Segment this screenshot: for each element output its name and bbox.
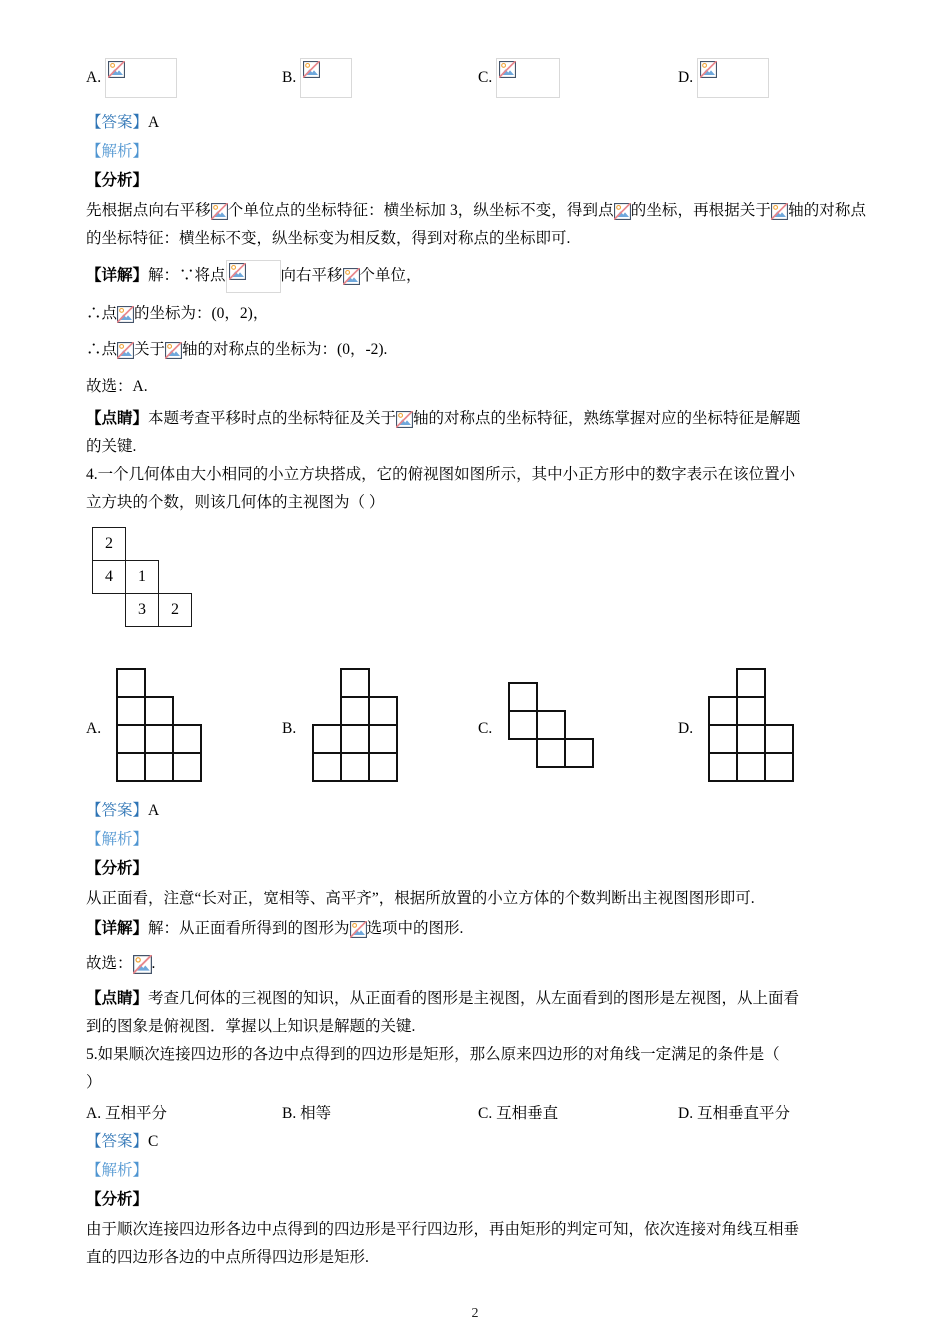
- q4-explain-line: [86, 827, 866, 852]
- q3-analysis-text-4: 轴: [788, 202, 804, 219]
- q3-key-text-3: 的关键.: [86, 438, 137, 455]
- grid-square: [536, 738, 566, 768]
- broken-image-icon: [117, 342, 134, 359]
- q3-key-label: 【点睛】: [86, 410, 149, 427]
- q3-analysis-heading: [86, 168, 866, 193]
- grid-square: [508, 682, 538, 712]
- q4-conclusion: [86, 949, 866, 979]
- page-number: 2: [471, 1306, 479, 1321]
- topview-cell: 2: [158, 593, 192, 627]
- q3-explain-label: 【解析】: [86, 143, 149, 160]
- broken-image-icon: [771, 203, 788, 220]
- q4-stem-text-1: 4.一个几何体由大小相同的小立方块搭成，它的俯视图如图所示，其中小正方形中的数字表示在该位置小: [86, 466, 796, 483]
- topview-cell: 4: [92, 560, 126, 594]
- q5-choice-b[interactable]: B. 相等: [282, 1105, 332, 1122]
- q3-analysis-label: 【分析】: [86, 172, 149, 189]
- broken-image-icon: [496, 58, 560, 98]
- q4-explain-label: 【解析】: [86, 831, 149, 848]
- grid-square: [340, 668, 370, 698]
- q5-stem-line-2: [86, 1069, 866, 1097]
- broken-image-icon: [133, 955, 152, 974]
- grid-square: [312, 752, 342, 782]
- q3-option-d-label: D.: [678, 69, 694, 86]
- q3-detail-line2-b: 的坐标为：(0，2)，: [134, 305, 269, 322]
- q5-choices-row: [86, 1101, 866, 1129]
- q4-key-paragraph: [86, 985, 866, 1013]
- grid-square: [312, 724, 342, 754]
- q4-topview-diagram: [86, 527, 206, 632]
- q5-choice-d[interactable]: D. 互相垂直平分: [678, 1105, 790, 1122]
- q3-answer-label: 【答案】: [86, 114, 149, 131]
- q5-answer-label: 【答案】: [86, 1133, 149, 1150]
- q4-stem-line-1: [86, 461, 866, 489]
- grid-square: [340, 752, 370, 782]
- grid-square: [736, 696, 766, 726]
- q4-answer-value: A: [148, 802, 160, 819]
- q3-analysis-text-2: 个单位点的坐标特征：横坐标加 3，纵坐标不变，得到点: [227, 202, 614, 219]
- grid-square: [172, 752, 202, 782]
- broken-image-icon: [226, 260, 281, 293]
- topview-cell: 1: [125, 560, 159, 594]
- q3-detail-text-3: 个单位，: [359, 267, 422, 284]
- q5-explain-label: 【解析】: [86, 1162, 149, 1179]
- broken-image-icon: [117, 306, 134, 323]
- q4-option-b-label: B.: [282, 720, 297, 737]
- grid-square: [368, 724, 398, 754]
- q3-option-a-label: A.: [86, 69, 102, 86]
- broken-image-icon: [300, 58, 352, 98]
- grid-square: [116, 724, 146, 754]
- q4-options-row: [86, 668, 866, 788]
- q3-answer-line: [86, 110, 866, 135]
- broken-image-icon: [614, 203, 631, 220]
- broken-image-glyph: [303, 61, 320, 78]
- q3-option-a[interactable]: [86, 58, 177, 98]
- grid-square: [172, 724, 202, 754]
- broken-image-glyph: [499, 61, 516, 78]
- q5-choice-c[interactable]: C. 互相垂直: [478, 1105, 559, 1122]
- q5-stem-line-1: [86, 1041, 866, 1069]
- broken-image-icon: [165, 342, 182, 359]
- page-content: [86, 58, 866, 1272]
- q4-conclusion-b: .: [151, 955, 156, 972]
- q4-answer-line: [86, 798, 866, 823]
- q5-stem-text-1: 5.如果顺次连接四边形的各边中点得到的四边形是矩形，那么原来四边形的对角线一定满足的条件是（: [86, 1046, 780, 1063]
- q4-analysis-text: 从正面看，注意“长对正，宽相等、高平齐”，根据所放置的小立方体的个数判断出主视图图形即可.: [86, 890, 755, 907]
- q4-detail-text-2: 选项中的图形.: [366, 920, 464, 937]
- grid-square: [536, 710, 566, 740]
- broken-image-icon: [105, 58, 177, 98]
- q3-detail-line-1: [86, 259, 866, 293]
- q4-detail-paragraph: [86, 915, 866, 943]
- q4-conclusion-a: 故选：: [86, 955, 133, 972]
- grid-square: [708, 696, 738, 726]
- q4-detail-label: 【详解】: [86, 920, 149, 937]
- q4-key-label: 【点睛】: [86, 990, 149, 1007]
- q4-answer-label: 【答案】: [86, 802, 149, 819]
- q4-analysis-label: 【分析】: [86, 860, 149, 877]
- q4-key-text-1: 考查几何体的三视图的知识，从正面看的图形是主视图，从左面看到的图形是左视图，从上面看: [148, 990, 800, 1007]
- q4-stem-line-2: [86, 489, 866, 517]
- q3-option-d[interactable]: [678, 58, 769, 98]
- topview-cell: 3: [125, 593, 159, 627]
- q3-detail-line2-a: ∴点: [86, 305, 118, 322]
- grid-square: [340, 696, 370, 726]
- q3-key-paragraph: [86, 405, 866, 433]
- grid-square: [764, 752, 794, 782]
- q4-analysis-paragraph: [86, 885, 866, 913]
- q3-detail-text-1: 解：∵将点: [148, 267, 226, 284]
- broken-image-icon: [343, 268, 360, 285]
- q3-key-text-2: 轴的对称点的坐标特征，熟练掌握对应的坐标特征是解题: [413, 410, 801, 427]
- q4-option-c-label: C.: [478, 720, 493, 737]
- q3-key-text-1: 本题考查平移时点的坐标特征及关于: [148, 410, 397, 427]
- q3-analysis-text-5: 的对称点的坐标特征：横坐标不变，纵坐标变为相反数，得到对称点的坐标即可.: [86, 202, 866, 247]
- q3-detail-label: 【详解】: [86, 267, 149, 284]
- grid-square: [116, 668, 146, 698]
- broken-image-icon: [211, 203, 228, 220]
- q3-detail-text-2: 向右平移: [280, 267, 343, 284]
- q3-detail-line-2: [86, 299, 866, 329]
- q3-conclusion-text: 故选：A.: [86, 378, 148, 395]
- q3-detail-line3-b: 关于: [134, 341, 166, 358]
- grid-square: [368, 752, 398, 782]
- q5-analysis-paragraph: [86, 1216, 866, 1244]
- q5-stem-text-2: ）: [86, 1074, 102, 1091]
- q3-detail-line3-a: ∴点: [86, 341, 118, 358]
- q4-option-a-label: A.: [86, 720, 102, 737]
- q3-answer-value: A: [148, 114, 160, 131]
- grid-square: [116, 752, 146, 782]
- q5-analysis-paragraph-cont: [86, 1244, 866, 1272]
- q4-option-d-label: D.: [678, 720, 694, 737]
- grid-square: [564, 738, 594, 768]
- broken-image-icon: [396, 411, 413, 428]
- grid-square: [144, 724, 174, 754]
- q3-analysis-text-1: 先根据点向右平移: [86, 202, 211, 219]
- q4-detail-text-1: 解：从正面看所得到的图形为: [148, 920, 350, 937]
- grid-square: [368, 696, 398, 726]
- q3-option-b-label: B.: [282, 69, 297, 86]
- q3-options-row: [86, 58, 866, 102]
- q4-stem-text-2: 立方块的个数，则该几何体的主视图为（ ）: [86, 494, 385, 511]
- q5-analysis-heading: [86, 1187, 866, 1212]
- q5-analysis-text-2: 直的四边形各边的中点所得四边形是矩形.: [86, 1249, 369, 1266]
- broken-image-icon: [697, 58, 769, 98]
- q3-analysis-paragraph: [86, 197, 866, 253]
- broken-image-icon: [350, 921, 367, 938]
- grid-square: [736, 724, 766, 754]
- q4-analysis-heading: [86, 856, 866, 881]
- grid-square: [508, 710, 538, 740]
- broken-image-glyph: [108, 61, 125, 78]
- grid-square: [144, 752, 174, 782]
- q3-option-b[interactable]: [282, 58, 352, 98]
- grid-square: [708, 724, 738, 754]
- topview-cell: 2: [92, 527, 126, 561]
- q3-detail-line3-c: 轴的对称点的坐标为：(0，-2).: [182, 341, 388, 358]
- q5-answer-line: [86, 1129, 866, 1154]
- q4-key-paragraph-cont: [86, 1013, 866, 1041]
- grid-square: [764, 724, 794, 754]
- q5-explain-line: [86, 1158, 866, 1183]
- q3-option-c-label: C.: [478, 69, 493, 86]
- q3-detail-line-3: [86, 335, 866, 365]
- q5-analysis-label: 【分析】: [86, 1191, 149, 1208]
- grid-square: [340, 724, 370, 754]
- broken-image-glyph: [229, 263, 246, 280]
- grid-square: [116, 696, 146, 726]
- q5-analysis-text-1: 由于顺次连接四边形各边中点得到的四边形是平行四边形，再由矩形的判定可知，依次连接对角线互相垂: [86, 1221, 800, 1238]
- q3-analysis-text-3: 的坐标，再根据关于: [630, 202, 772, 219]
- q4-key-text-2: 到的图象是俯视图．掌握以上知识是解题的关键.: [86, 1018, 416, 1035]
- q3-option-c[interactable]: [478, 58, 560, 98]
- q3-explain-line: [86, 139, 866, 164]
- broken-image-glyph: [700, 61, 717, 78]
- q5-answer-value: C: [148, 1133, 159, 1150]
- q3-key-paragraph-cont: [86, 433, 866, 461]
- grid-square: [144, 696, 174, 726]
- grid-square: [708, 752, 738, 782]
- grid-square: [736, 752, 766, 782]
- grid-square: [736, 668, 766, 698]
- q5-choice-a[interactable]: A. 互相平分: [86, 1105, 167, 1122]
- q3-conclusion: [86, 373, 866, 401]
